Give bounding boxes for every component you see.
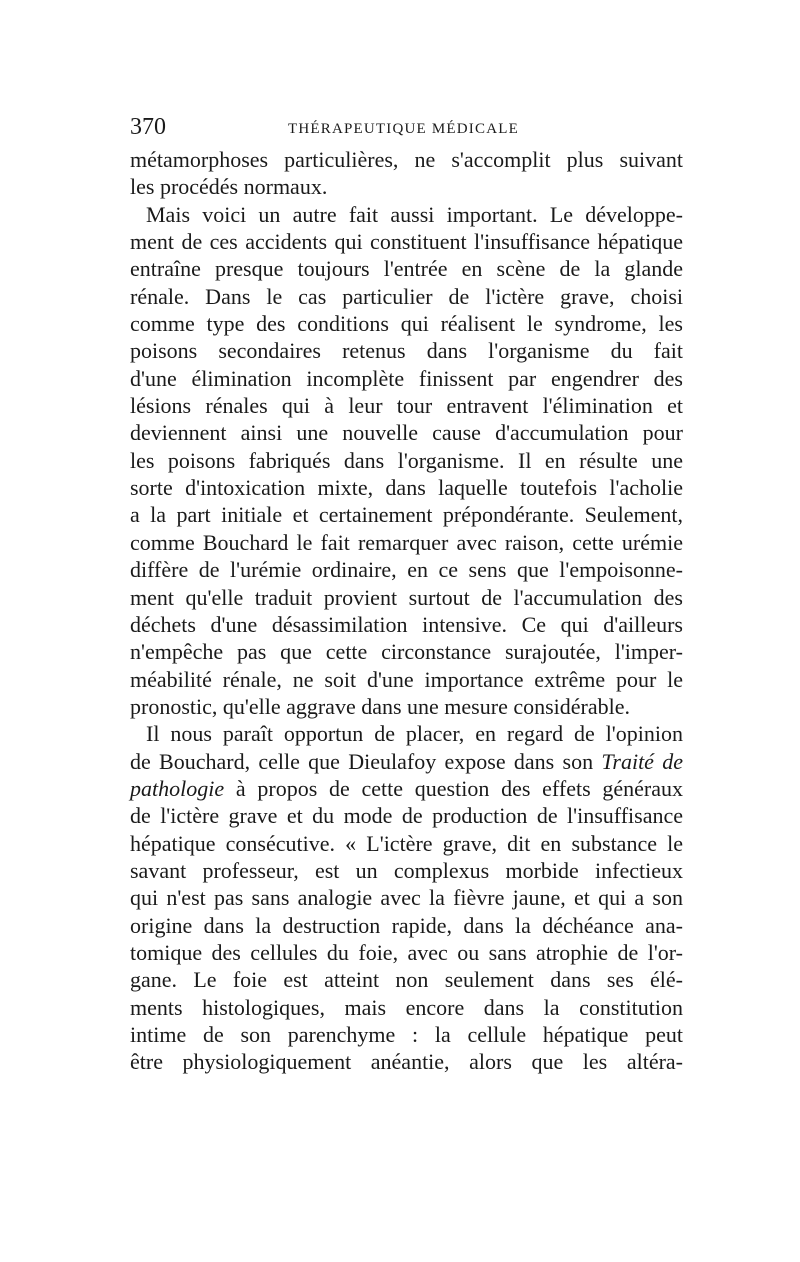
italic-book-title: Traité de xyxy=(601,748,684,774)
text-line: lésions rénales qui à leur tour entravent l'élimination et xyxy=(130,393,683,419)
running-header xyxy=(130,112,683,146)
text-line: intime de son parenchyme : la cellule hépatique peut xyxy=(130,1022,683,1047)
page-number: 370 xyxy=(130,114,166,140)
text-line: tomique des cellules du foie, avec ou sans atrophie de l'or- xyxy=(130,939,683,965)
text-line: ment de ces accidents qui constituent l'insuffisance hépatique xyxy=(130,229,683,255)
text-line: deviennent ainsi une nouvelle cause d'accumulation pour xyxy=(130,420,683,446)
text-line: gane. Le foie est atteint non seulement dans ses élé- xyxy=(130,967,683,993)
text-line: a la part initiale et certainement prépondérante. Seulement, xyxy=(130,502,683,528)
text-line: hépatique consécutive. « L'ictère grave, dit en substance le xyxy=(130,830,683,856)
text-segment: à propos de cette question des effets généraux xyxy=(235,775,683,801)
text-line: pronostic, qu'elle aggrave dans une mesure considérable. xyxy=(130,693,631,719)
text-line: comme type des conditions qui réalisent le syndrome, les xyxy=(130,311,683,337)
text-line: métamorphoses particulières, ne s'accomplit plus suivant xyxy=(130,147,683,172)
text-line: comme Bouchard le fait remarquer avec raison, cette urémie xyxy=(130,529,683,555)
text-line: les poisons fabriqués dans l'organisme. Il en résulte une xyxy=(130,447,683,473)
body-text xyxy=(130,146,683,1076)
text-line: ment qu'elle traduit provient surtout de l'accumulation des xyxy=(130,584,683,610)
text-line: savant professeur, est un complexus morbide infectieux xyxy=(130,857,683,883)
text-line: entraîne presque toujours l'entrée en scène de la glande xyxy=(130,256,683,282)
text-line: poisons secondaires retenus dans l'organisme du fait xyxy=(130,338,683,364)
text-segment: de Bouchard, celle que Dieulafoy expose dans son xyxy=(130,748,594,774)
text-line: sorte d'intoxication mixte, dans laquelle toutefois l'acholie xyxy=(130,475,683,501)
text-line: diffère de l'urémie ordinaire, en ce sens que l'empoisonne- xyxy=(130,557,683,583)
text-line: méabilité rénale, ne soit d'une importance extrême pour le xyxy=(130,666,683,692)
text-line: qui n'est pas sans analogie avec la fièvre jaune, et qui a son xyxy=(130,885,683,911)
text-line: origine dans la destruction rapide, dans la déchéance ana- xyxy=(130,912,683,938)
text-line: d'une élimination incomplète finissent par engendrer des xyxy=(130,365,683,391)
text-line xyxy=(130,775,683,802)
paragraph-start-line: Mais voici un autre fait aussi important. Le développe- xyxy=(146,201,683,227)
italic-book-title: pathologie xyxy=(130,775,225,801)
text-line: les procédés normaux. xyxy=(130,174,328,200)
text-line: de l'ictère grave et du mode de production de l'insuffisance xyxy=(130,803,683,829)
text-line: n'empêche pas que cette circonstance surajoutée, l'imper- xyxy=(130,639,683,665)
document-page xyxy=(130,112,683,1076)
text-line: ments histologiques, mais encore dans la constitution xyxy=(130,994,683,1020)
text-line xyxy=(130,748,683,775)
running-title: THÉRAPEUTIQUE MÉDICALE xyxy=(288,121,519,137)
text-line: rénale. Dans le cas particulier de l'ictère grave, choisi xyxy=(130,283,683,309)
text-line: déchets d'une désassimilation intensive. Ce qui d'ailleurs xyxy=(130,611,683,637)
text-line: être physiologiquement anéantie, alors que les altéra- xyxy=(130,1049,683,1075)
paragraph-start-line: Il nous paraît opportun de placer, en regard de l'opinion xyxy=(146,721,683,747)
